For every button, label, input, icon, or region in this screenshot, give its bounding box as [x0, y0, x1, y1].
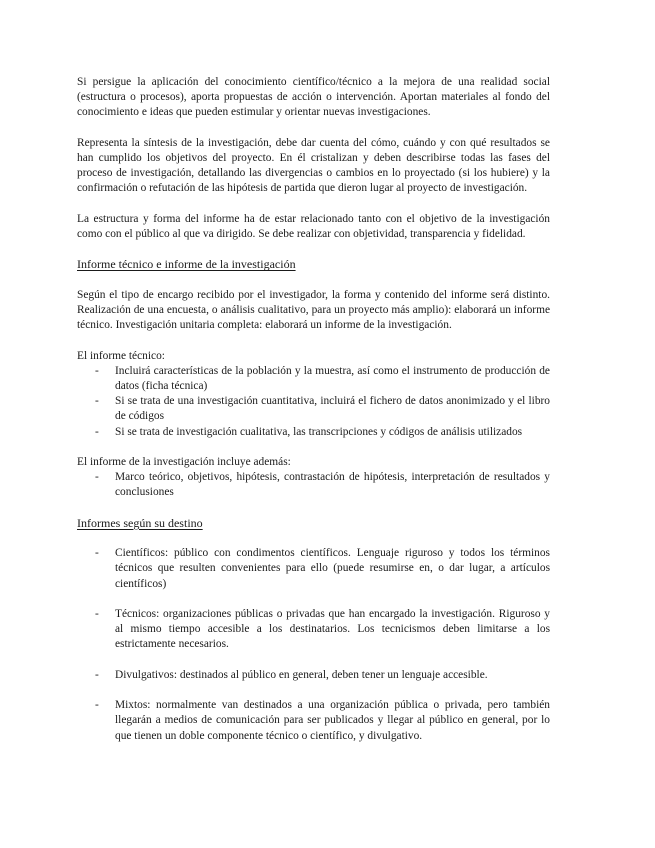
paragraph-commission: Según el tipo de encargo recibido por el investigador, la forma y contenido del informe será distinto. Realización de una encuesta, o análisis cualitativo, para un proyecto más amplio): elaborará un informe técnico. Investigación unitaria completa: elaborará un informe de la investigación. — [77, 288, 550, 332]
document-page — [77, 75, 550, 744]
list-item: - Si se trata de una investigación cuantitativa, incluirá el fichero de datos anonimizado y el libro de códigos — [77, 394, 550, 424]
heading-report-types: Informe técnico e informe de la investigación — [77, 257, 296, 272]
research-report-intro: El informe de la investigación incluye además: — [77, 455, 291, 468]
list-item: - Marco teórico, objetivos, hipótesis, contrastación de hipótesis, interpretación de resultados y conclusiones — [77, 470, 550, 500]
technical-report-list — [77, 364, 550, 440]
destination-list — [77, 546, 550, 744]
list-item: - Divulgativos: destinados al público en general, deben tener un lenguaje accesible. — [77, 668, 550, 683]
list-item: - Científicos: público con condimentos científicos. Lenguaje riguroso y todos los términos técnicos que resulten convenientes para ello (puede resumirse en, o dar lugar, a artículos científicos) — [77, 546, 550, 592]
list-item: - Mixtos: normalmente van destinados a una organización pública o privada, pero también llegarán a medios de comunicación para ser publicados y llegar al público en general, por lo que tienen un doble componente técnico o científico, y divulgativo. — [77, 698, 550, 744]
list-item: - Técnicos: organizaciones públicas o privadas que han encargado la investigación. Riguroso y al mismo tiempo accesible a los destinatarios. Los tecnicismos deben limitarse a los estrictamente necesarios. — [77, 607, 550, 653]
list-item: - Si se trata de investigación cualitativa, las transcripciones y códigos de análisis utilizados — [77, 425, 550, 440]
paragraph-synthesis: Representa la síntesis de la investigación, debe dar cuenta del cómo, cuándo y con qué resultados se han cumplido los objetivos del proyecto. En él cristalizan y deben describirse todas las fases del proceso de investigación, detallando las divergencias o cambios en lo proyectado (si los hubiere) y la confirmación o refutación de las hipótesis de partida que dieron lugar al proyecto de investigación. — [77, 136, 550, 195]
list-item: - Incluirá características de la población y la muestra, así como el instrumento de producción de datos (ficha técnica) — [77, 364, 550, 394]
paragraph-structure: La estructura y forma del informe ha de estar relacionado tanto con el objetivo de la investigación como con el público al que va dirigido. Se debe realizar con objetividad, transparencia y fidelidad. — [77, 212, 550, 240]
research-report-list — [77, 470, 550, 500]
heading-reports-by-destination: Informes según su destino — [77, 515, 203, 530]
paragraph-application: Si persigue la aplicación del conocimiento científico/técnico a la mejora de una realidad social (estructura o procesos), aporta propuestas de acción o intervención. Aportan materiales al fondo del conocimiento e ideas que pueden estimular y orientar nuevas investigaciones. — [77, 76, 550, 119]
technical-report-intro: El informe técnico: — [77, 349, 165, 362]
